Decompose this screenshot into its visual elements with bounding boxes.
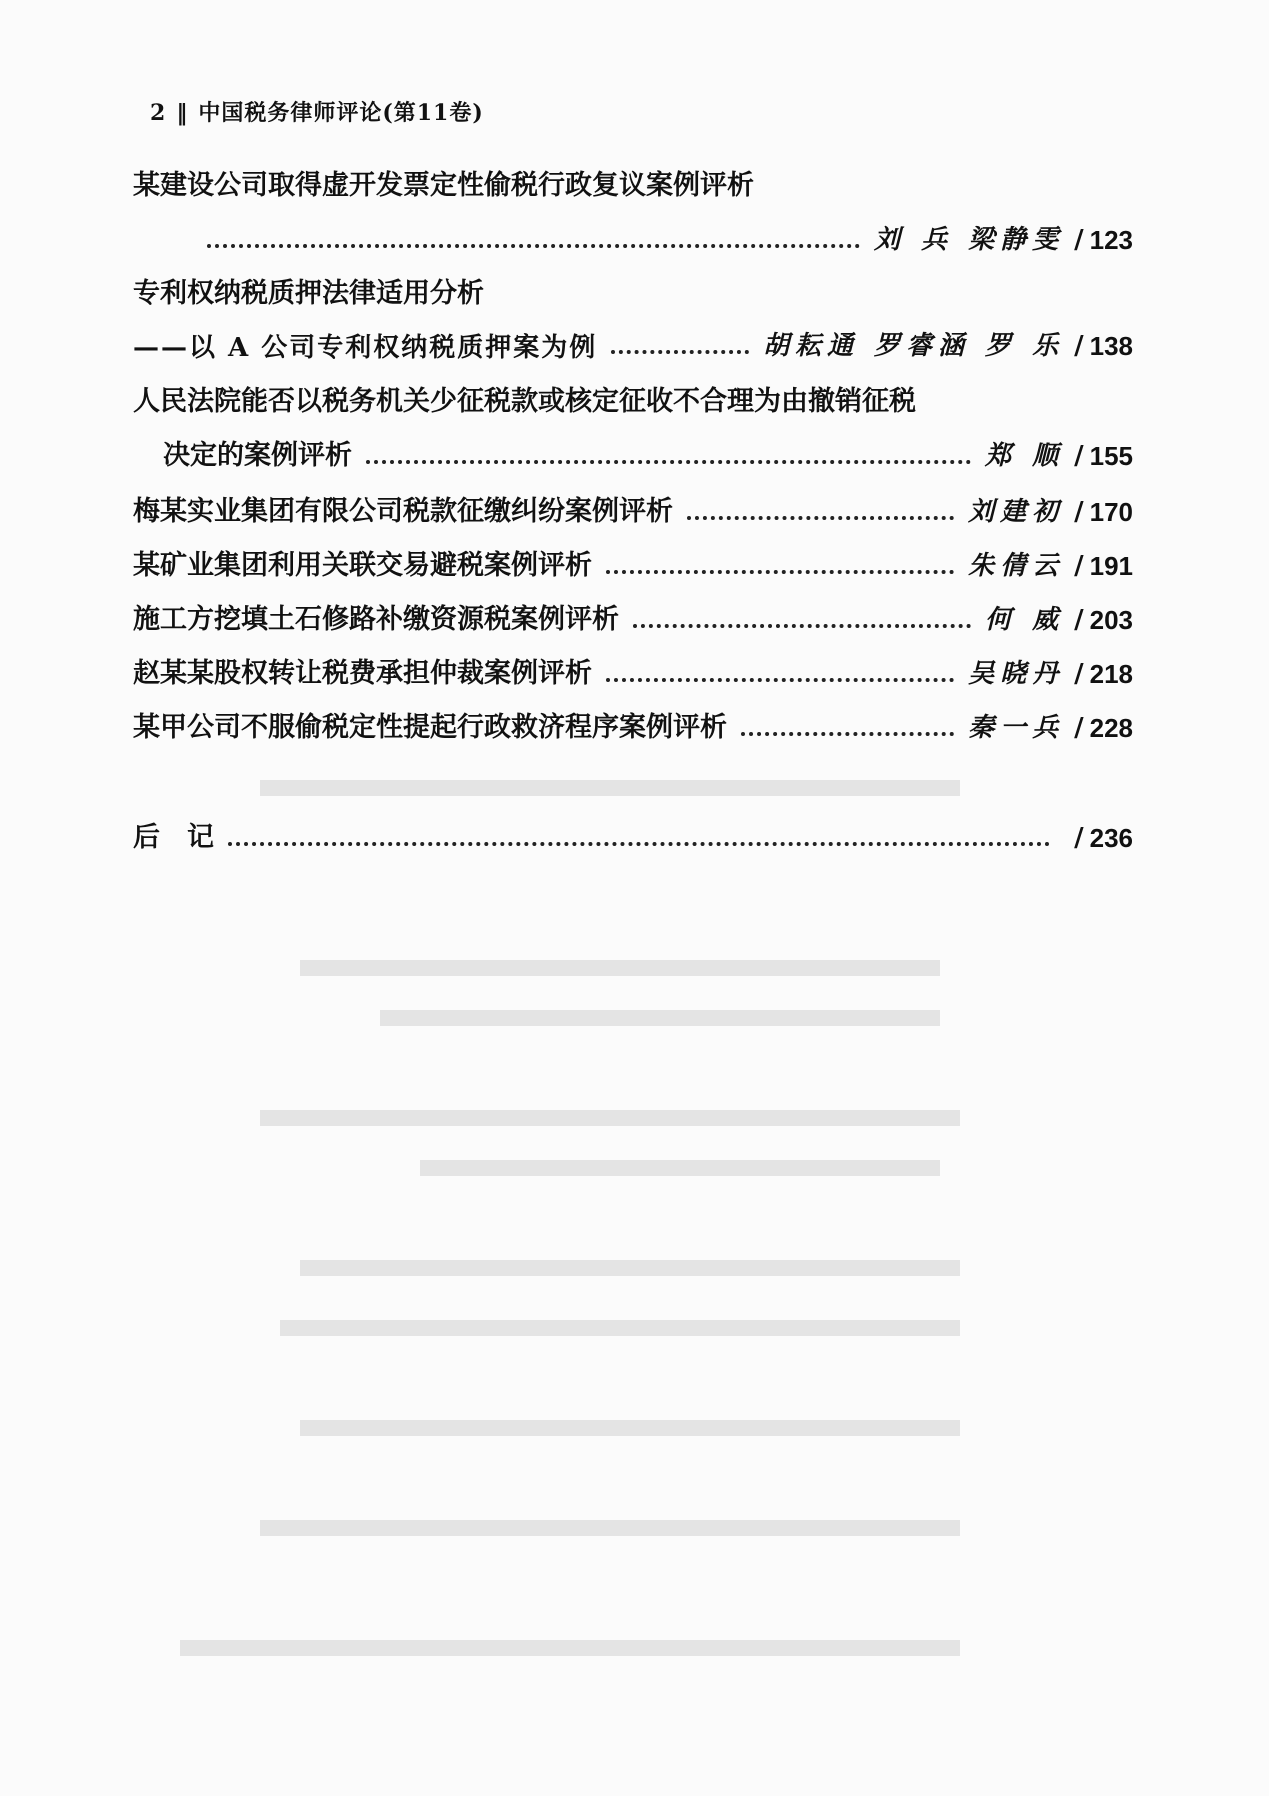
page-slash: / (1074, 605, 1084, 635)
page-slash: / (1074, 331, 1084, 361)
toc-entry[interactable] (133, 706, 1133, 746)
entry-title-continued: 决定的案例评析 (163, 440, 352, 471)
leader-dots (741, 732, 954, 736)
entry-page: 218 (1089, 659, 1133, 689)
page-slash: / (1074, 441, 1084, 471)
entry-page: 123 (1089, 225, 1133, 255)
afterword-title: 后 记 (133, 822, 214, 853)
page-slash: / (1074, 225, 1084, 255)
header-book-title: 中国税务律师评论(第11卷) (198, 100, 484, 126)
entry-author: 刘建初 (968, 497, 1065, 527)
page-slash: / (1074, 497, 1084, 527)
entry-author: 胡耘通 罗睿涵 罗 乐 (762, 331, 1065, 361)
entry-title: 人民法院能否以税务机关少征税款或核定征收不合理为由撤销征税 (133, 386, 916, 417)
page-slash: / (1074, 659, 1084, 689)
header-separator: ‖ (176, 100, 189, 126)
entry-author: 郑 顺 (985, 441, 1065, 471)
toc-entry[interactable] (133, 276, 1133, 364)
entry-title: 某矿业集团利用关联交易避税案例评析 (133, 550, 592, 581)
leader-dots (228, 842, 1050, 846)
toc-entry[interactable] (133, 490, 1133, 530)
leader-dots (687, 516, 954, 520)
entry-page: 203 (1089, 605, 1133, 635)
entry-page: 170 (1089, 497, 1133, 527)
toc-entry[interactable] (133, 168, 1133, 258)
entry-page: 155 (1089, 441, 1133, 471)
leader-dots (207, 244, 860, 248)
toc-entry[interactable] (133, 598, 1133, 638)
entry-title: 某甲公司不服偷税定性提起行政救济程序案例评析 (133, 712, 727, 743)
header-page-number: 2 (150, 100, 167, 126)
page-slash: / (1074, 551, 1084, 581)
entry-page: 191 (1089, 551, 1133, 581)
leader-dots (606, 678, 954, 682)
afterword-page: 236 (1089, 823, 1133, 853)
entry-page: 138 (1089, 331, 1133, 361)
page-slash: / (1074, 823, 1084, 853)
leader-dots (633, 624, 971, 628)
toc-entry[interactable] (133, 384, 1133, 474)
entry-author: 何 威 (985, 605, 1065, 635)
entry-author: 朱倩云 (968, 551, 1065, 581)
leader-dots (606, 570, 954, 574)
entry-title: 施工方挖填土石修路补缴资源税案例评析 (133, 604, 619, 635)
entry-page: 228 (1089, 713, 1133, 743)
entry-title: 梅某实业集团有限公司税款征缴纠纷案例评析 (133, 496, 673, 527)
leader-dots (611, 350, 749, 354)
page-slash: / (1074, 713, 1084, 743)
toc-entry[interactable] (133, 544, 1133, 584)
entry-author: 吴晓丹 (968, 659, 1065, 689)
toc-entry-afterword[interactable] (133, 816, 1133, 856)
entry-title: 某建设公司取得虚开发票定性偷税行政复议案例评析 (133, 170, 754, 201)
running-header (150, 96, 484, 127)
entry-title: 赵某某股权转让税费承担仲裁案例评析 (133, 658, 592, 689)
toc-entry[interactable] (133, 652, 1133, 692)
entry-title: 专利权纳税质押法律适用分析 (133, 278, 484, 309)
entry-author: 秦一兵 (968, 713, 1065, 743)
entry-author: 刘 兵 梁静雯 (874, 225, 1065, 255)
entry-subtitle: ——以 A 公司专利权纳税质押案为例 (133, 333, 598, 363)
leader-dots (366, 460, 971, 464)
